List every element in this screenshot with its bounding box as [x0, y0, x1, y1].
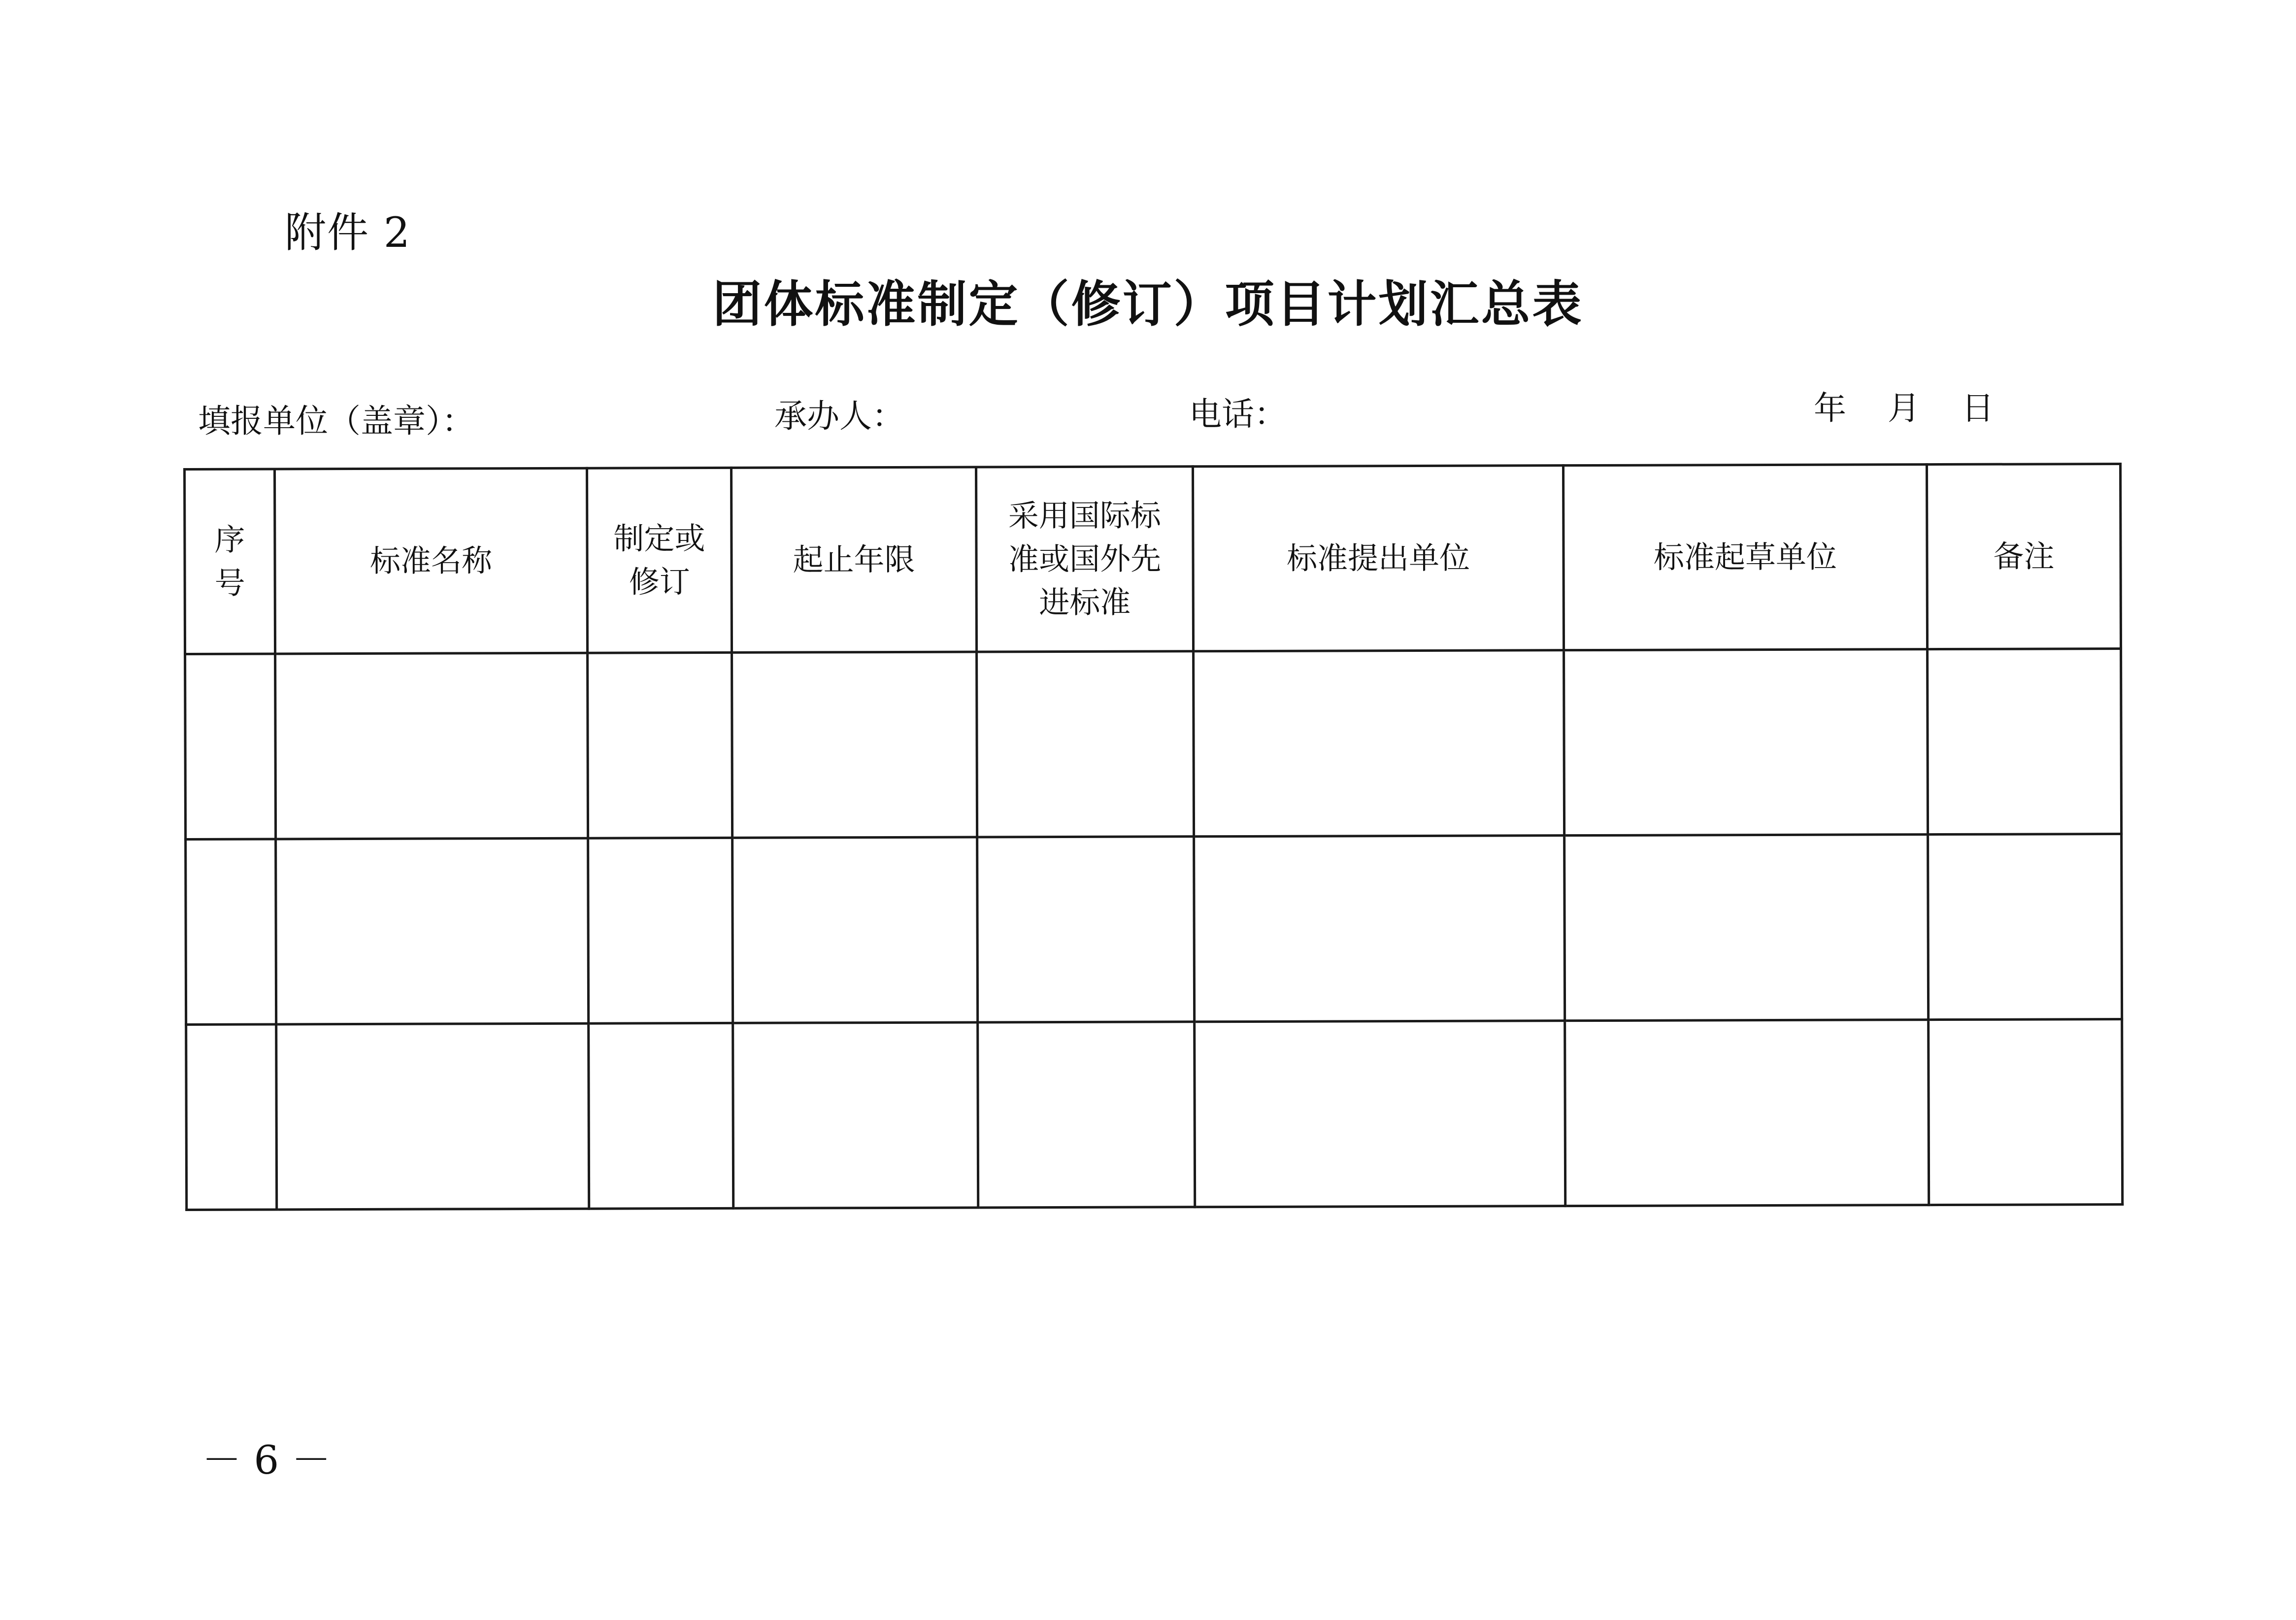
table-cell[interactable] — [589, 1023, 733, 1209]
phone-label: 电话： — [1189, 395, 1287, 433]
table-cell[interactable] — [588, 838, 733, 1023]
handler-label: 承办人： — [774, 397, 904, 435]
table-cell[interactable] — [1564, 835, 1929, 1021]
header-cell-remarks: 备注 — [1927, 464, 2121, 649]
table-cell[interactable] — [977, 837, 1195, 1022]
table-cell[interactable] — [1928, 649, 2122, 835]
table-header-row — [185, 464, 2121, 654]
document-title: 团体标准制定（修订）项目计划汇总表 — [712, 275, 1584, 333]
table-cell[interactable] — [1195, 1021, 1565, 1207]
table-cell[interactable] — [732, 652, 977, 838]
table-row — [185, 649, 2122, 840]
header-cell-standard-name: 标准名称 — [275, 468, 588, 654]
project-plan-table — [183, 463, 2124, 1211]
attachment-label: 附件 2 — [285, 208, 411, 257]
table-cell[interactable] — [275, 653, 588, 839]
header-cell-drafting-unit: 标准起草单位 — [1563, 465, 1927, 650]
table-cell[interactable] — [185, 654, 276, 840]
header-cell-period: 起止年限 — [732, 467, 977, 652]
header-cell-adopted-standard: 采用国际标 准或国外先 进标准 — [976, 467, 1194, 652]
table-cell[interactable] — [977, 651, 1194, 837]
header-cell-formulate-or-revise: 制定或 修订 — [587, 468, 732, 653]
table-cell[interactable] — [186, 1024, 277, 1210]
table-cell[interactable] — [588, 652, 732, 838]
table-cell[interactable] — [978, 1022, 1195, 1208]
header-cell-proposing-unit: 标准提出单位 — [1193, 466, 1564, 651]
date-label: 年 月 日 — [1814, 389, 1994, 427]
table-row — [186, 834, 2122, 1025]
table-cell[interactable] — [1565, 1020, 1929, 1206]
table-cell[interactable] — [733, 1022, 978, 1208]
table-cell[interactable] — [1194, 650, 1564, 837]
page-number: － 6 － — [202, 1437, 331, 1483]
table-cell[interactable] — [1929, 1019, 2123, 1205]
table-cell[interactable] — [1928, 834, 2122, 1020]
reporting-unit-label: 填报单位（盖章）： — [198, 402, 474, 440]
table-cell[interactable] — [276, 1023, 589, 1210]
header-cell-index: 序 号 — [185, 469, 275, 654]
table-cell[interactable] — [1564, 649, 1928, 836]
table-cell[interactable] — [732, 837, 978, 1023]
table-cell[interactable] — [186, 839, 276, 1025]
table-row — [186, 1019, 2123, 1210]
table-cell[interactable] — [1194, 836, 1565, 1022]
table-cell[interactable] — [276, 838, 589, 1024]
